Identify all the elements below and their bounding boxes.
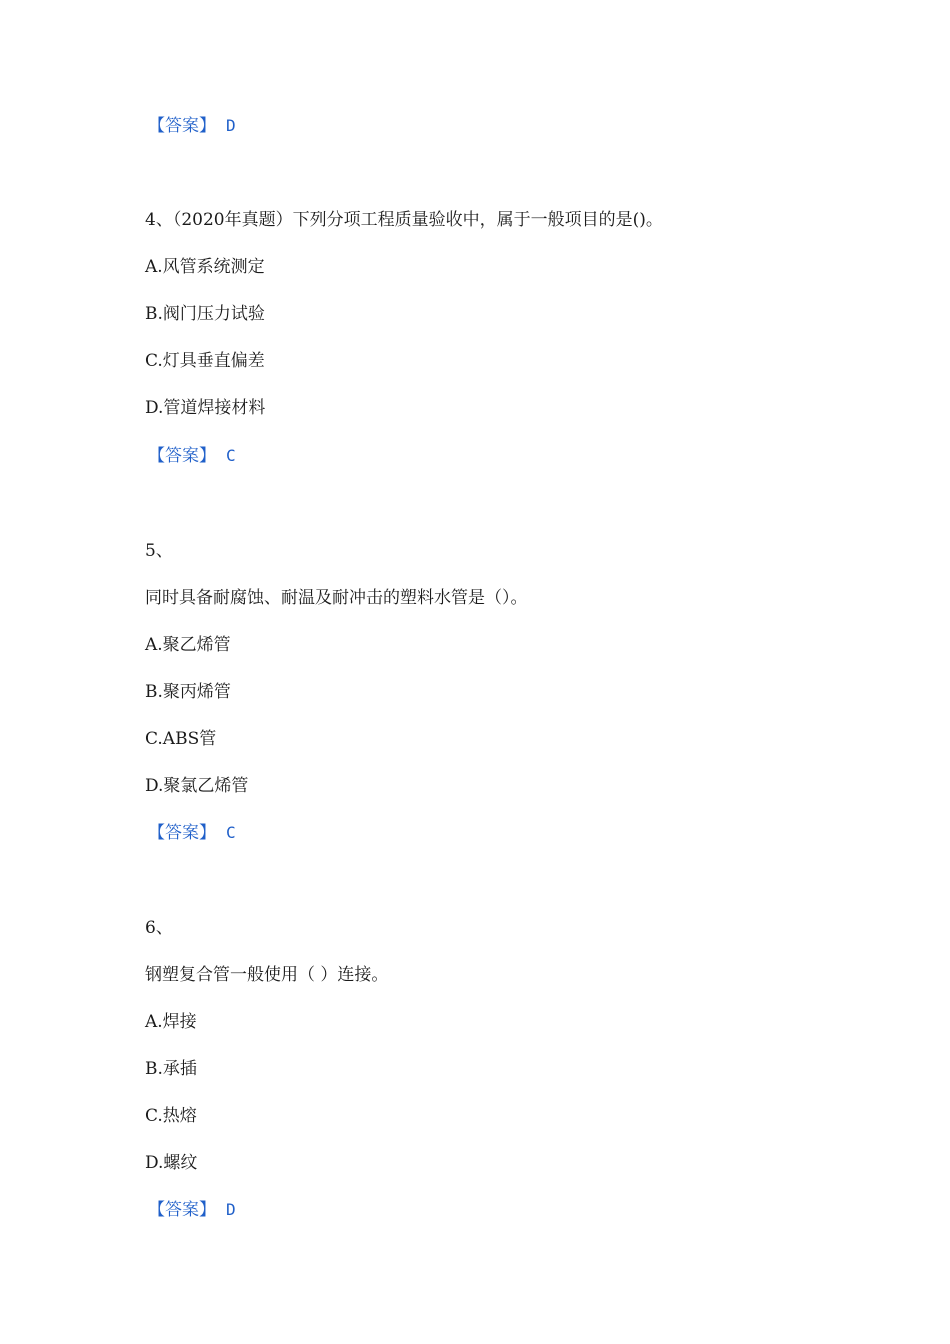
answer-line [148,114,236,138]
question-text: 同时具备耐腐蚀、耐温及耐冲击的塑料水管是（）。 [145,588,528,608]
answer-line [148,1198,236,1222]
answer-label: 【答案】 [148,823,216,843]
answer-value: D [226,1200,236,1219]
option-c: C.ABS管 [145,729,217,749]
option-b: B.聚丙烯管 [145,682,231,702]
option-b: B.承插 [145,1059,197,1079]
question-number: 6、 [145,918,173,938]
option-b: B.阀门压力试验 [145,304,265,324]
option-a: A.聚乙烯管 [145,635,231,655]
answer-value: C [226,446,236,465]
question-text: 钢塑复合管一般使用（ ）连接。 [145,965,389,985]
answer-value: C [226,823,236,842]
option-d: D.聚氯乙烯管 [145,776,249,796]
option-c: C.热熔 [145,1106,197,1126]
option-a: A.焊接 [145,1012,197,1032]
question-text: 4、（2020年真题）下列分项工程质量验收中，属于一般项目的是()。 [145,210,663,230]
answer-line [148,444,236,468]
answer-label: 【答案】 [148,1200,216,1220]
option-a: A.风管系统测定 [145,257,265,277]
option-d: D.螺纹 [145,1153,198,1173]
option-d: D.管道焊接材料 [145,398,266,418]
answer-label: 【答案】 [148,116,216,136]
answer-line [148,821,236,845]
answer-label: 【答案】 [148,446,216,466]
option-c: C.灯具垂直偏差 [145,351,265,371]
answer-value: D [226,116,236,135]
question-number: 5、 [145,541,173,561]
